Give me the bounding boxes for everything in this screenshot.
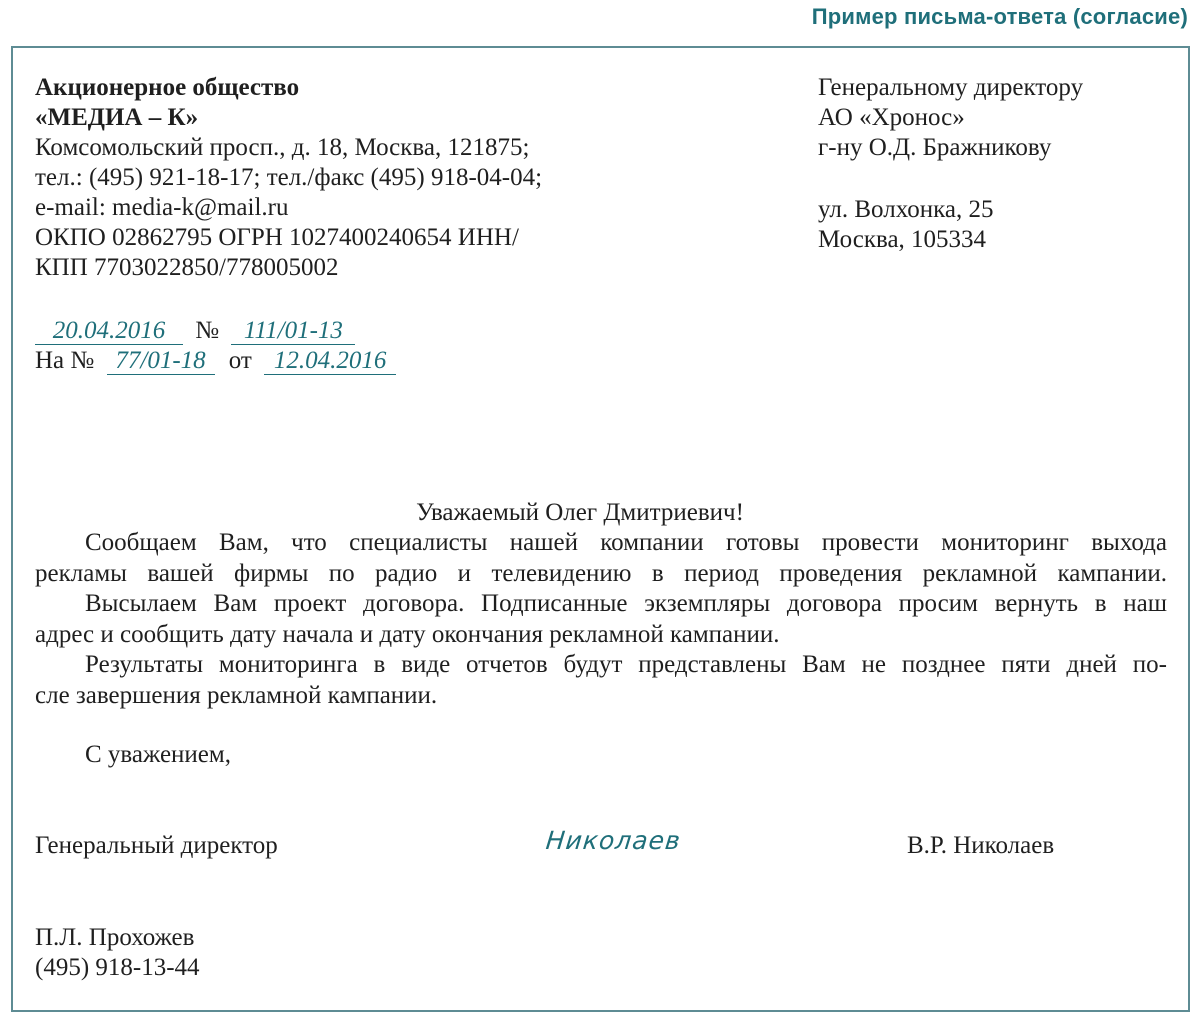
paragraph-2-line-2: адрес и сообщить дату начала и дату окончания рекламной кампании.	[35, 620, 780, 648]
signer-position: Генеральный директор	[35, 832, 278, 859]
paragraph-2-line-1: Высылаем Вам проект договора. Подписанные экземпляры договора просим вернуть в наш	[85, 590, 1167, 617]
paragraph-3	[35, 650, 1167, 711]
sender-codes-2: КПП 7703022850/778005002	[35, 254, 339, 281]
paragraph-1-line-2: рекламы вашей фирмы по радио и телевидению в период проведения рекламной кампании.	[35, 559, 1167, 587]
signer-name: В.Р. Николаев	[907, 832, 1055, 859]
document-caption: Пример письма-ответа (согласие)	[811, 4, 1188, 29]
paragraph-1-line-1: Сообщаем Вам, что специалисты нашей компании готовы провести мониторинг выхода	[85, 529, 1167, 556]
executor-phone: (495) 918-13-44	[35, 954, 200, 981]
recipient-city: Москва, 105334	[818, 226, 987, 253]
handwritten-signature: Николаев	[544, 826, 683, 855]
reference-number: 77/01-18	[107, 348, 215, 375]
sender-email: e-mail: media-k@mail.ru	[35, 194, 289, 221]
sender-codes-1: ОКПО 02862795 ОГРН 1027400240654 ИНН/	[35, 224, 519, 251]
sender-org-name: «МЕДИА – К»	[35, 104, 199, 131]
recipient-street: ул. Волхонка, 25	[818, 196, 994, 223]
executor-block	[35, 923, 200, 983]
reference-date: 12.04.2016	[264, 348, 396, 375]
number-sign: №	[195, 317, 220, 344]
outgoing-number: 111/01-13	[231, 318, 355, 345]
recipient-block	[818, 73, 1083, 163]
closing-phrase: С уважением,	[85, 741, 231, 768]
reference-from-label: от	[228, 347, 252, 374]
executor-name: П.Л. Прохожев	[35, 924, 195, 951]
recipient-company: АО «Хронос»	[818, 104, 965, 131]
salutation: Уважаемый Олег Дмитриевич!	[416, 499, 744, 526]
paragraph-1	[35, 528, 1167, 589]
recipient-position: Генеральному директору	[818, 74, 1084, 101]
recipient-name: г-ну О.Д. Бражникову	[818, 134, 1052, 161]
paragraph-3-line-2: сле завершения рекламной кампании.	[35, 681, 438, 709]
sender-org-type: Акционерное общество	[35, 74, 300, 101]
sender-phones: тел.: (495) 921-18-17; тел./факс (495) 918-04-04;	[35, 164, 543, 191]
sender-address: Комсомольский просп., д. 18, Москва, 121875;	[35, 134, 530, 161]
reference-registration	[35, 346, 396, 376]
letter-body	[35, 528, 1167, 711]
sender-block	[35, 73, 542, 283]
outgoing-date: 20.04.2016	[35, 318, 183, 345]
paragraph-2	[35, 589, 1167, 650]
outgoing-registration	[35, 316, 355, 346]
paragraph-3-line-1: Результаты мониторинга в виде отчетов будут представлены Вам не позднее пяти дней по-	[85, 651, 1167, 678]
reference-label: На №	[35, 347, 95, 374]
recipient-address	[818, 195, 994, 255]
